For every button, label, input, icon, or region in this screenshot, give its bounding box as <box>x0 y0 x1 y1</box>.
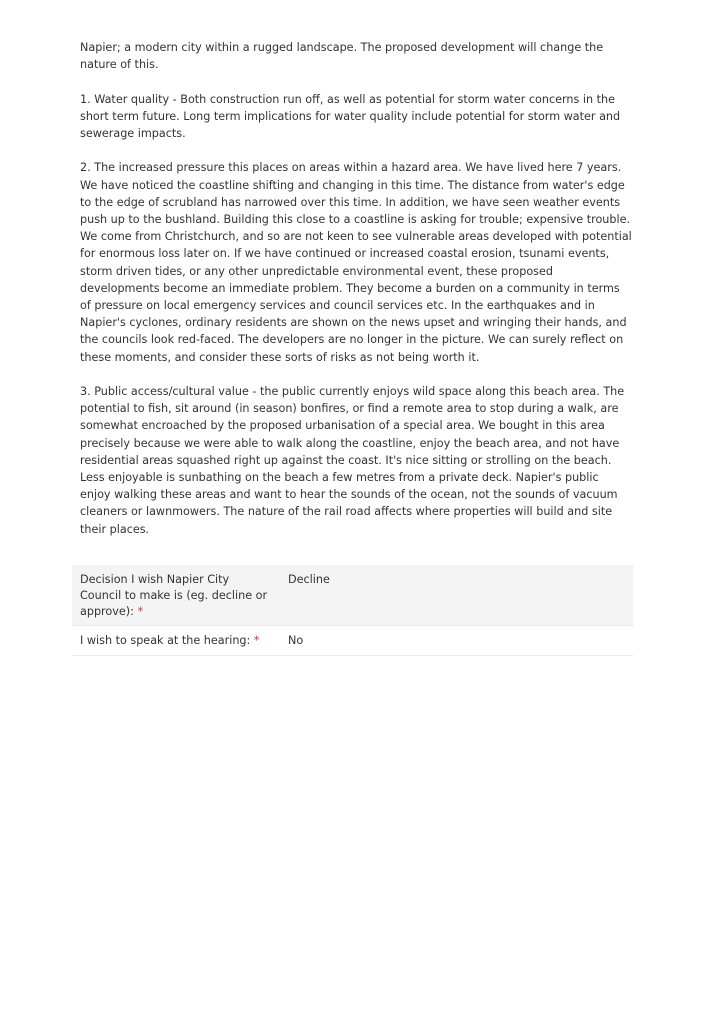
required-marker: * <box>253 634 260 648</box>
decision-row <box>72 565 633 626</box>
speak-row <box>72 626 633 656</box>
intro-paragraph: Napier; a modern city within a rugged landscape. The proposed development will change the nature of this. <box>80 41 607 72</box>
decision-label: Decision I wish Napier City Council to make is (eg. decline or approve): * <box>80 573 268 618</box>
water-quality-paragraph: 1. Water quality - Both construction run off, as well as potential for storm water concerns in the short term future. Long term implications for water quality include potential for storm water and sewerage impacts. <box>80 92 624 140</box>
speak-label: I wish to speak at the hearing: * <box>80 634 260 648</box>
christchurch-paragraph: We come from Christchurch, and so are not keen to see vulnerable areas developed with potential for enormous loss later on. If we have continued or increased coastal erosion, tsunami events, storm driven tides, or any other unpredictable environmental event, these proposed developments become an immediate problem. They become a burden on a community in terms of pressure on local emergency services and council services etc. In the earthquakes and in Napier's cyclones, ordinary residents are shown on the news upset and wringing their hands, and the councils look red-faced. The developers are no longer in the picture. We can surely reflect on these moments, and consider these sorts of risks as not being worth it. <box>80 230 636 364</box>
decision-value: Decline <box>288 573 330 586</box>
submission-text <box>80 39 636 538</box>
form-fields-table <box>72 565 633 656</box>
speak-value: No <box>288 634 304 648</box>
public-access-paragraph: 3. Public access/cultural value - the public currently enjoys wild space along this beach area. The potential to fish, sit around (in season) bonfires, or find a remote area to stop during a walk, are somewhat encroached by the proposed urbanisation of a special area. We bought in this area precisely because we were able to walk along the coastline, enjoy the beach area, and not have residential areas squashed right up against the coast. It's nice sitting or strolling on the beach. Less enjoyable is sunbathing on the beach a few metres from a private deck. Napier's public enjoy walking these areas and want to hear the sounds of the ocean, not the sounds of vacuum cleaners or lawnmowers. The nature of the rail road affects where properties will build and site their places. <box>80 385 628 536</box>
required-marker: * <box>137 604 144 618</box>
hazard-area-paragraph: 2. The increased pressure this places on areas within a hazard area. We have lived here 7 years. We have noticed the coastline shifting and changing in this time. The distance from water's edge to the edge of scrubland has narrowed over this time. In addition, we have seen weather events push up to the bushland. Building this close to a coastline is asking for trouble; expensive trouble. <box>80 161 631 226</box>
